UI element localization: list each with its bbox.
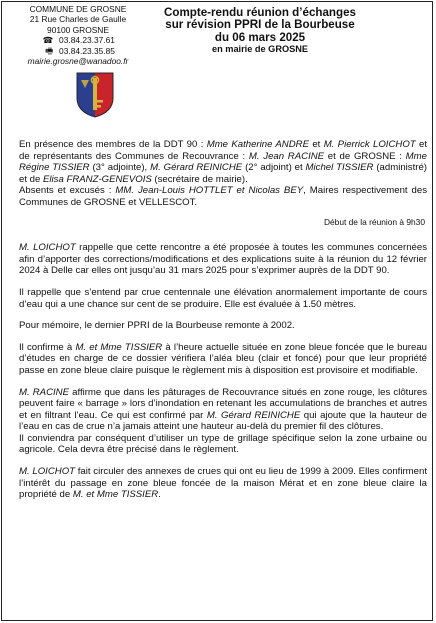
- commune-name: COMMUNE DE GROSNE: [29, 4, 127, 14]
- fax-line: [6, 46, 150, 56]
- paragraph-fencing-type: Il conviendra par conséquent d’utiliser un type de grillage spécifique selon la zone urbaine ou agricole. Cela devra être précisé dans le règlement.: [19, 432, 427, 456]
- paragraph-previous-ppri: Pour mémoire, le dernier PPRI de la Bourbeuse remonte à 2002.: [19, 320, 295, 332]
- city-postcode: 90100 GROSNE: [47, 24, 109, 35]
- fax-number: 03.84.23.35.85: [59, 45, 115, 56]
- attendees-paragraph: En présence des membres de la DDT 90 : Mme Katherine ANDRE et M. Pierrick LOICHOT et de représentants des Communes de Recouvrance : M. Jean RACINE et de GROSNE : Mme Régine TISSIER (3° adjointe), M. Gérard REINICHE (2° adjoint) et Michel TISSIER (administré) et de Elisa FRANZ-GENEVOIS (secrétaire de mairie).: [19, 139, 427, 185]
- phone-line: [6, 35, 150, 45]
- meeting-start-time: Début de la réunion à 9h30: [323, 216, 425, 227]
- paragraph-flood-annexes: M. LOICHOT fait circuler des annexes de crues qui ont eu lieu de 1999 à 2009. Elles confirment l’intérêt du passage en zone bleue foncée de la maison Mérat et en zone bleue claire la propriété de M. et Mme TISSIER.: [19, 466, 427, 501]
- paragraph-tissier-zone: Il confirme à M. et Mme TISSIER à l’heure actuelle située en zone bleue foncée que le bureau d’études en charge de ce dossier vérifiera l’aléa bleu (clair et foncé) pour que leur propriété passe en zone bleue claire puisque le règlement mis à disposition est provisoire et modifiable.: [19, 341, 428, 376]
- coat-of-arms-icon: [76, 72, 114, 118]
- title-line-4: en mairie de GROSNE: [212, 44, 308, 55]
- document-title: [160, 7, 360, 55]
- paragraph-fences: M. RACINE affirme que dans les pâturages de Recouvrance situés en zone rouge, les clôtures peuvent faire « barrage » lors d’inondation en retenant les accumulations de branches et autres et en filtrant l’eau. Ce qui est confirmé par M. Gérard REINICHE qui ajoute que la hauteur de l’eau en cas de crue n’a jamais atteint une hauteur au-delà du premier fil des clôtures.: [19, 386, 427, 433]
- fax-icon: 🖷: [45, 45, 54, 56]
- email-address: mairie.grosne@wanadoo.fr: [27, 56, 129, 67]
- street-address: 21 Rue Charles de Gaulle: [29, 14, 127, 25]
- paragraph-centennial-flood: Il rappelle que s’entend par crue centennale une élévation anormalement importante de cours d’eau qui a une chance sur cent de se produire. Elle est évaluée à 1.50 mètres.: [19, 286, 427, 310]
- title-line-1: Compte-rendu réunion d’échanges: [164, 6, 356, 19]
- title-line-2: sur révision PPRI de la Bourbeuse: [165, 18, 355, 32]
- telephone-icon: ☎: [42, 35, 54, 46]
- title-line-3: du 06 mars 2025: [214, 30, 306, 44]
- absentees-paragraph: Absents et excusés : MM. Jean-Louis HOTTLET et Nicolas BEY, Maires respectivement des Communes de GROSNE et VELLESCOT.: [19, 185, 427, 208]
- paragraph-context: M. LOICHOT rappelle que cette rencontre a été proposée à toutes les communes concernées afin d’apporter des corrections/modifications et des explications suite à la réunion du 12 février 2024 à Delle car elles ont jusqu’au 31 mars 2025 pour s’exprimer auprès de la DDT 90.: [19, 242, 428, 277]
- letterhead: [6, 4, 150, 66]
- phone-number: 03.84.23.37.61: [59, 35, 115, 46]
- minutes-body: [19, 139, 427, 501]
